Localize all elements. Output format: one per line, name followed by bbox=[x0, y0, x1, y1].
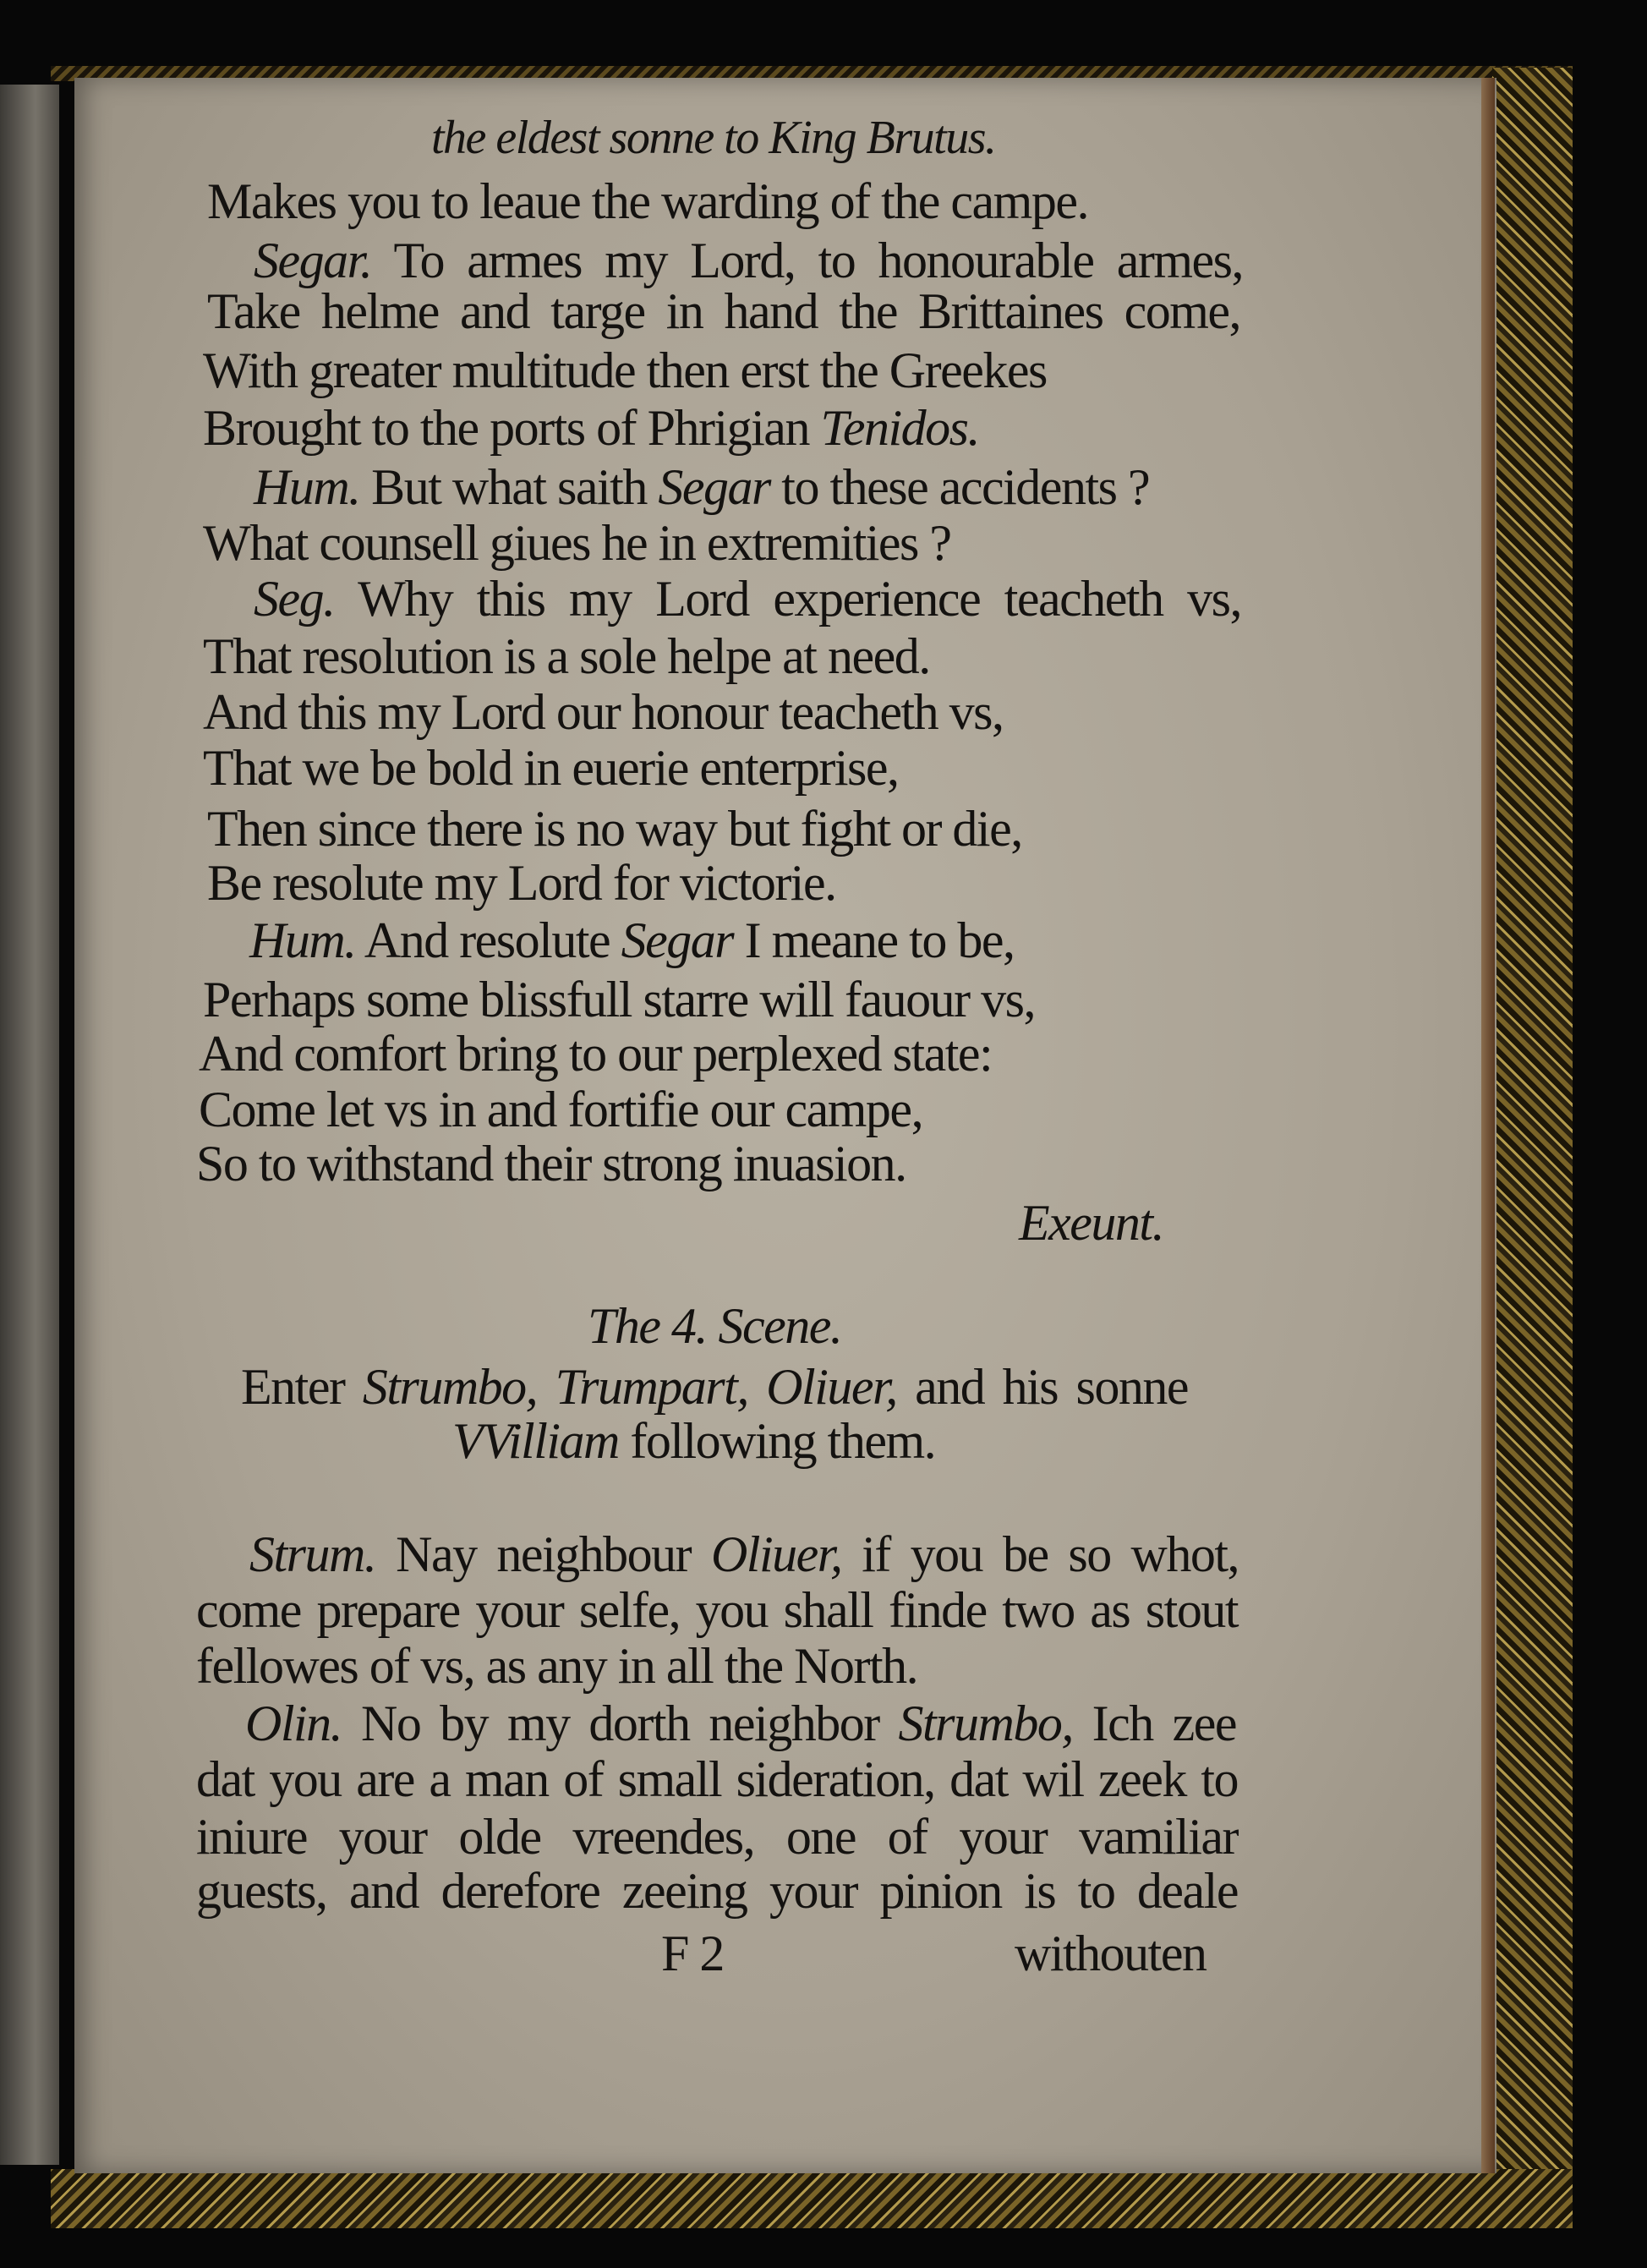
italic-text: Segar. bbox=[254, 233, 372, 288]
text-line bbox=[207, 173, 1088, 229]
text-line bbox=[207, 855, 836, 911]
roman-text: But what saith bbox=[359, 459, 659, 515]
text-line bbox=[196, 1809, 1238, 1865]
gilt-border-right bbox=[1492, 68, 1573, 2199]
roman-text: Perhaps some blissfull starre will fauour vs, bbox=[203, 972, 1035, 1027]
roman-text: come prepare your selfe, you shall finde two as stout bbox=[196, 1582, 1238, 1638]
text-line bbox=[207, 283, 1240, 339]
roman-text: Come let vs in and fortifie our campe, bbox=[199, 1082, 923, 1137]
text-line bbox=[196, 1638, 918, 1694]
italic-text: The 4. Scene. bbox=[588, 1298, 842, 1354]
text-line bbox=[254, 235, 1243, 286]
roman-text: and his sonne bbox=[896, 1359, 1189, 1415]
roman-text: Take helme and targe in hand the Brittaines come, bbox=[207, 283, 1240, 339]
roman-text: Makes you to leaue the warding of the campe. bbox=[207, 173, 1088, 229]
text-line bbox=[203, 740, 899, 796]
text-line bbox=[199, 1026, 993, 1082]
roman-text: So to withstand their strong inuasion. bbox=[196, 1136, 906, 1192]
text-line bbox=[203, 400, 979, 456]
italic-text: Segar bbox=[658, 459, 770, 515]
italic-text: Tenidos. bbox=[820, 400, 979, 456]
roman-text: And resolute bbox=[355, 912, 621, 968]
text-line bbox=[203, 974, 1035, 1025]
roman-text: if you be so whot, bbox=[841, 1526, 1239, 1582]
text-line bbox=[196, 1582, 1238, 1638]
roman-text: following them. bbox=[618, 1413, 936, 1469]
italic-text: Hum. bbox=[254, 459, 360, 515]
text-line bbox=[207, 801, 1022, 857]
facing-page-edge bbox=[0, 85, 59, 2165]
text-line bbox=[452, 1413, 936, 1469]
italic-text: Exeunt. bbox=[1019, 1195, 1164, 1251]
roman-text: With greater multitude then erst the Greekes bbox=[203, 342, 1047, 398]
text-line bbox=[203, 684, 1004, 740]
text-line bbox=[254, 571, 1241, 627]
italic-text: Olin. bbox=[245, 1696, 342, 1751]
roman-text: And this my Lord our honour teacheth vs, bbox=[203, 684, 1004, 740]
roman-text: Then since there is no way but fight or die, bbox=[207, 801, 1022, 857]
text-line bbox=[196, 1751, 1238, 1807]
roman-text: Brought to the ports of Phrigian bbox=[203, 400, 821, 456]
text-line bbox=[203, 628, 930, 684]
text-line bbox=[245, 1698, 1236, 1749]
roman-text: I meane to be, bbox=[733, 912, 1015, 968]
roman-text: to these accidents ? bbox=[769, 459, 1150, 515]
roman-text: fellowes of vs, as any in all the North. bbox=[196, 1638, 918, 1694]
italic-text: VVilliam bbox=[452, 1413, 619, 1469]
roman-text: That we be bold in euerie enterprise, bbox=[203, 740, 899, 796]
italic-text: Segar bbox=[621, 912, 734, 968]
roman-text: Why this my Lord experience teacheth vs, bbox=[334, 571, 1241, 627]
text-line bbox=[254, 459, 1150, 515]
italic-text: Strumbo, bbox=[898, 1696, 1073, 1751]
text-line bbox=[249, 1526, 1239, 1582]
text-line bbox=[588, 1298, 842, 1354]
italic-text: Strum. bbox=[249, 1526, 376, 1582]
text-line bbox=[196, 1863, 1238, 1919]
italic-text: Hum. bbox=[249, 912, 356, 968]
italic-text: Strumbo, Trumpart, Oliuer, bbox=[362, 1359, 897, 1415]
catchword: withouten bbox=[1015, 1926, 1207, 1981]
text-line bbox=[1019, 1195, 1164, 1251]
signature-mark: F 2 bbox=[661, 1926, 724, 1981]
roman-text: And comfort bring to our perplexed state: bbox=[199, 1026, 993, 1082]
text-line bbox=[199, 1084, 922, 1135]
text-line bbox=[203, 515, 951, 571]
roman-text: No by my dorth neighbor bbox=[342, 1696, 899, 1751]
page-edge bbox=[1481, 78, 1495, 2173]
roman-text: guests, and derefore zeeing your pinion is to deale bbox=[196, 1863, 1238, 1919]
gilt-border-bottom bbox=[51, 2169, 1573, 2228]
italic-text: Seg. bbox=[254, 571, 335, 627]
running-head: the eldest sonne to King Brutus. bbox=[431, 112, 996, 164]
text-line bbox=[249, 912, 1015, 968]
roman-text: iniure your olde vreendes, one of your vamiliar bbox=[196, 1809, 1238, 1865]
text-line bbox=[203, 342, 1047, 398]
roman-text: Ich zee bbox=[1072, 1696, 1236, 1751]
text-line bbox=[241, 1359, 1189, 1415]
roman-text: Enter bbox=[241, 1359, 363, 1415]
roman-text: dat you are a man of small sideration, dat wil zeek to bbox=[196, 1751, 1238, 1807]
roman-text: What counsell giues he in extremities ? bbox=[203, 515, 951, 571]
roman-text: Nay neighbour bbox=[375, 1526, 711, 1582]
italic-text: Oliuer, bbox=[710, 1526, 842, 1582]
roman-text: That resolution is a sole helpe at need. bbox=[203, 628, 930, 684]
roman-text: To armes my Lord, to honourable armes, bbox=[371, 233, 1243, 288]
roman-text: Be resolute my Lord for victorie. bbox=[207, 855, 836, 911]
text-line bbox=[196, 1136, 906, 1192]
